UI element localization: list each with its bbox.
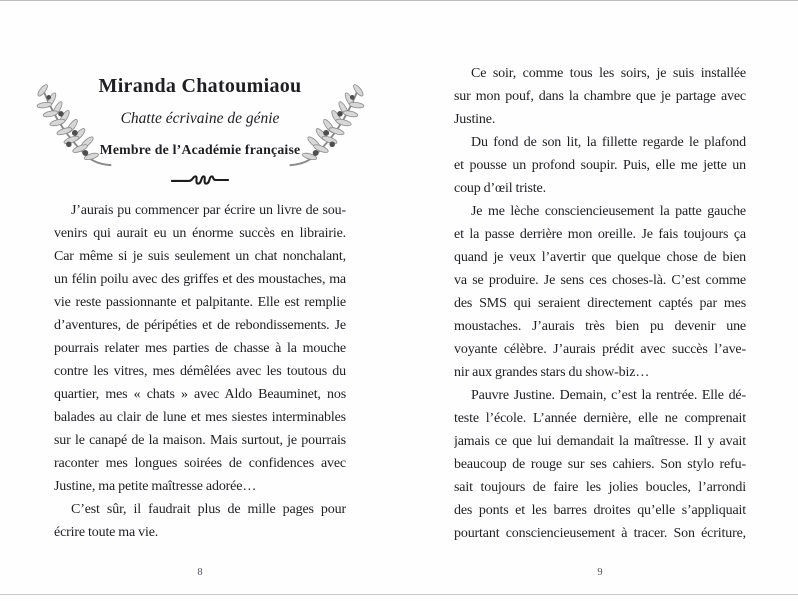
author-heading (55, 74, 345, 190)
text-line: vie reste passionnante et palpitante. Elle est remplie (54, 295, 346, 310)
text-line: d’aventures, de péripéties et de rebondissements. Je (54, 318, 346, 333)
text-line: venirs qui aurait eu un énorme succès en librairie. (54, 226, 346, 241)
author-role: Chatte écrivaine de génie (120, 110, 280, 127)
text-line: et pousse un profond soupir. Puis, elle me jette un (454, 158, 746, 173)
squiggle-divider-icon (171, 172, 229, 188)
text-line: Car même si je suis seulement un chat nonchalant, (54, 249, 346, 264)
text-line: teste l’école. L’année dernière, elle ne comprenait (454, 411, 746, 426)
page-number-left: 8 (197, 567, 203, 578)
text-line: voyante célèbre. J’aurais prédit avec succès l’ave- (454, 342, 746, 357)
text-line: Justine, ma petite maîtresse adorée… (54, 479, 257, 494)
text-line: nir aux grandes stars du show-biz… (454, 365, 650, 380)
left-page-text (54, 199, 346, 544)
text-line: Justine. (454, 112, 496, 127)
text-line: des SMS qui seraient directement captés par mes (454, 296, 746, 311)
text-line: un félin poilu avec des griffes et des moustaches, ma (54, 272, 346, 287)
author-name: Miranda Chatoumiaou (98, 75, 302, 97)
bottom-edge-line (0, 594, 798, 595)
text-line: jamais ce que lui demandait la maîtresse. Il y avait (454, 434, 746, 449)
text-line: moustaches. J’aurais très bien pu devenir une (454, 319, 746, 334)
text-line: contre les vitres, mes démêlées avec les toutous du (54, 364, 346, 379)
text-line: pourrais relater mes parties de chasse à la mouche (54, 341, 346, 356)
divider-wrap (55, 172, 345, 190)
text-line: Ce soir, comme tous les soirs, je suis installée (471, 66, 746, 81)
text-line: Du fond de son lit, la fillette regarde le plafond (471, 135, 746, 150)
text-line: J’aurais pu commencer par écrire un livre de sou- (71, 203, 346, 218)
text-line: coup d’œil triste. (454, 181, 546, 196)
text-line: va se produire. Je sens ces choses-là. C’est comme (454, 273, 746, 288)
text-line: sur mon pouf, dans la chambre que je partage avec (454, 89, 746, 104)
right-page-text (454, 62, 746, 545)
text-line: et la passe derrière mon oreille. Je fais toujours ça (454, 227, 746, 242)
text-line: sur le canapé de la maison. Mais surtout, je pourrais (54, 433, 346, 448)
text-line: C’est sûr, il faudrait plus de mille pages pour (71, 502, 346, 517)
text-line: raconter mes longues soirées de confidences avec (54, 456, 346, 471)
text-line: balades au clair de lune et mes siestes interminables (54, 410, 346, 425)
text-line: sait toujours de faire les jolies boucles, l’arrondi (454, 480, 746, 495)
text-line: Je me lèche consciencieusement la patte gauche (471, 204, 746, 219)
text-line: quartier, mes « chats » avec Aldo Beauminet, nos (54, 387, 346, 402)
page-number-right: 9 (597, 567, 603, 578)
text-line: des ponts et les barres droites qu’elle s’appliquait (454, 503, 746, 518)
text-line: pourtant consciencieusement à tracer. Son écriture, (454, 526, 746, 541)
text-line: beaucoup de rouge sur ses cahiers. Son stylo refu- (454, 457, 746, 472)
text-line: Pauvre Justine. Demain, c’est la rentrée. Elle dé- (471, 388, 746, 403)
text-line: quand je veux l’avertir que quelque chose de bien (454, 250, 746, 265)
author-affiliation: Membre de l’Académie française (99, 142, 301, 157)
top-edge-line (0, 0, 798, 1)
text-line: écrire toute ma vie. (54, 525, 159, 540)
